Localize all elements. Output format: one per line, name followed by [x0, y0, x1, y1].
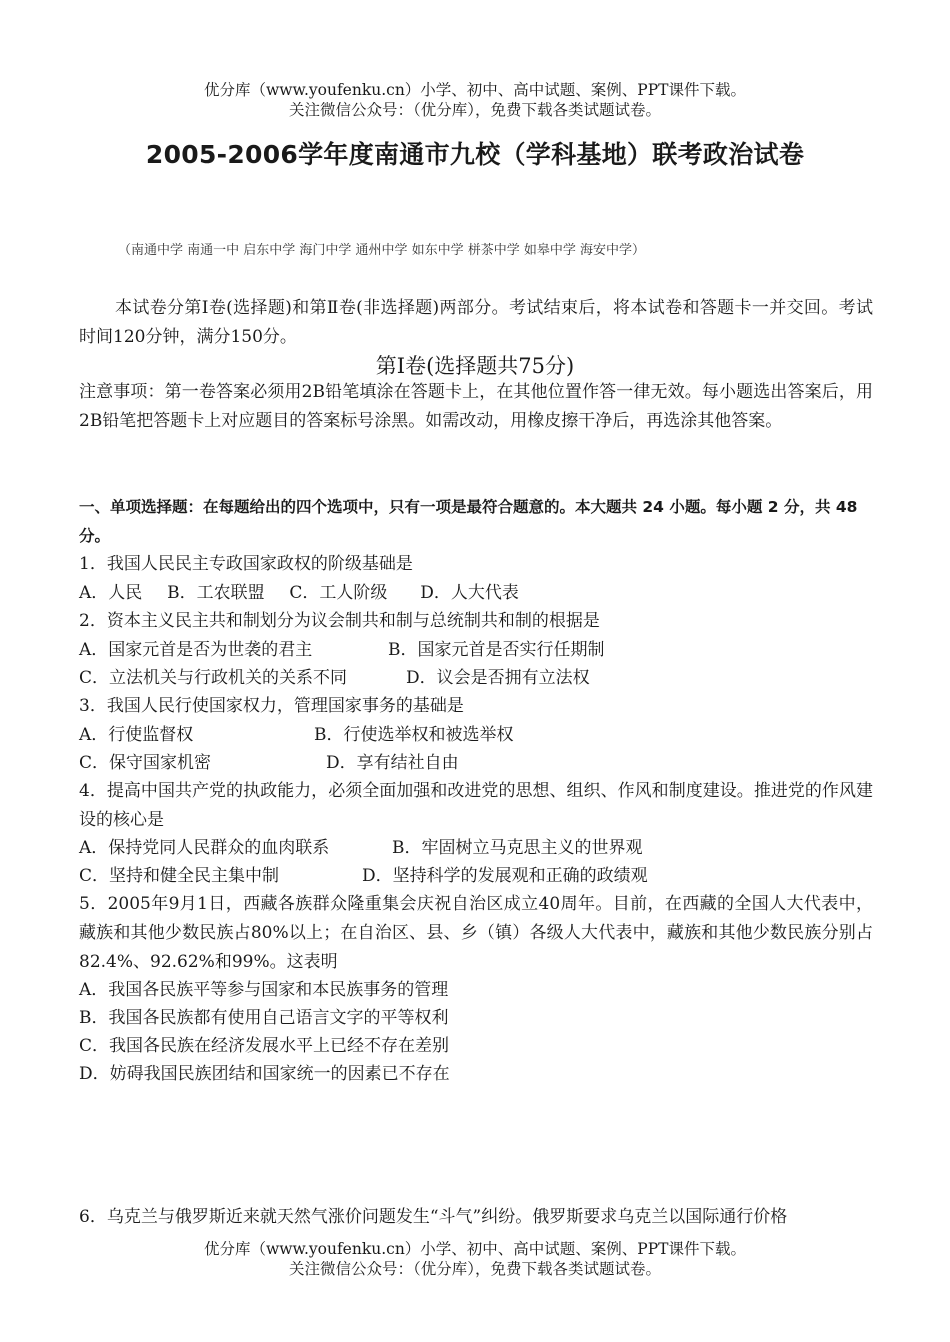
page-title: 2005-2006学年度南通市九校（学科基地）联考政治试卷: [145, 140, 805, 169]
header-line-2: 关注微信公众号：（优分库），免费下载各类试题试卷。: [288, 101, 661, 119]
footer-line-1: 优分库（www.youfenku.cn）小学、初中、高中试题、案例、PPT课件下载。: [203, 1240, 747, 1258]
option-b: B．工农联盟: [167, 583, 265, 603]
question-options: [79, 579, 519, 608]
option-b: B．牢固树立马克思主义的世界观: [392, 838, 643, 858]
question-stem: 5．2005年9月1日，西藏各族群众隆重集会庆祝自治区成立40周年。目前，在西藏的全国人大代表中，藏族和其他少数民族占80%以上；在自治区、县、乡（镇）各级人大代表中，藏族和其他少数民族分别占82.4%、92.62%和99%。这表明: [79, 894, 873, 972]
school-list: （南通中学 南通一中 启东中学 海门中学 通州中学 如东中学 栟茶中学 如皋中学 海安中学）: [118, 243, 646, 258]
option-d: D．坚持科学的发展观和正确的政绩观: [362, 866, 648, 886]
header-line-1: 优分库（www.youfenku.cn）小学、初中、高中试题、案例、PPT课件下载。: [203, 81, 747, 99]
option-a: A．人民: [79, 583, 143, 603]
option-c: C．坚持和健全民主集中制: [79, 866, 280, 886]
option-a: A．我国各民族平等参与国家和本民族事务的管理: [79, 980, 449, 1000]
volume-title: 第I卷(选择题共75分): [375, 354, 575, 378]
footer-line-2: 关注微信公众号：（优分库），免费下载各类试题试卷。: [288, 1260, 661, 1278]
option-d: D．议会是否拥有立法权: [406, 668, 590, 688]
option-d: D．妨碍我国民族团结和国家统一的因素已不存在: [79, 1064, 450, 1084]
option-a: A．国家元首是否为世袭的君主: [79, 640, 313, 660]
option-d: D．享有结社自由: [326, 753, 459, 773]
question-stem: 3．我国人民行使国家权力，管理国家事务的基础是: [79, 696, 464, 716]
question-stem: 4．提高中国共产党的执政能力，必须全面加强和改进党的思想、组织、作风和制度建设。推进党的作风建设的核心是: [79, 781, 873, 830]
option-b: B．国家元首是否实行任期制: [388, 640, 605, 660]
question-stem: 2．资本主义民主共和制划分为议会制共和制与总统制共和制的根据是: [79, 611, 600, 631]
intro-paragraph: 本试卷分第Ⅰ卷(选择题)和第Ⅱ卷(非选择题)两部分。考试结束后，将本试卷和答题卡一并交回。考试时间120分钟，满分150分。: [79, 298, 873, 347]
question-stem: 6．乌克兰与俄罗斯近来就天然气涨价问题发生“斗气”纠纷。俄罗斯要求乌克兰以国际通行价格: [79, 1207, 788, 1227]
option-c: C．工人阶级: [289, 583, 388, 603]
option-a: A．保持党同人民群众的血肉联系: [79, 838, 330, 858]
option-b: B．我国各民族都有使用自己语言文字的平等权利: [79, 1008, 449, 1028]
question-stem: 1．我国人民民主专政国家政权的阶级基础是: [79, 554, 413, 574]
option-c: C．立法机关与行政机关的关系不同: [79, 668, 348, 688]
option-a: A．行使监督权: [79, 725, 194, 745]
option-d: D．人大代表: [420, 583, 519, 603]
option-c: C．保守国家机密: [79, 753, 212, 773]
notice-paragraph: 注意事项：第一卷答案必须用2B铅笔填涂在答题卡上，在其他位置作答一律无效。每小题选出答案后，用2B铅笔把答题卡上对应题目的答案标号涂黑。如需改动，用橡皮擦干净后，再选涂其他答案。: [79, 382, 873, 431]
option-b: B．行使选举权和被选举权: [314, 725, 514, 745]
option-c: C．我国各民族在经济发展水平上已经不存在差别: [79, 1036, 450, 1056]
section-heading: 一、单项选择题：在每题给出的四个选项中，只有一项是最符合题意的。本大题共 24 小题。每小题 2 分，共 48 分。: [79, 498, 858, 545]
